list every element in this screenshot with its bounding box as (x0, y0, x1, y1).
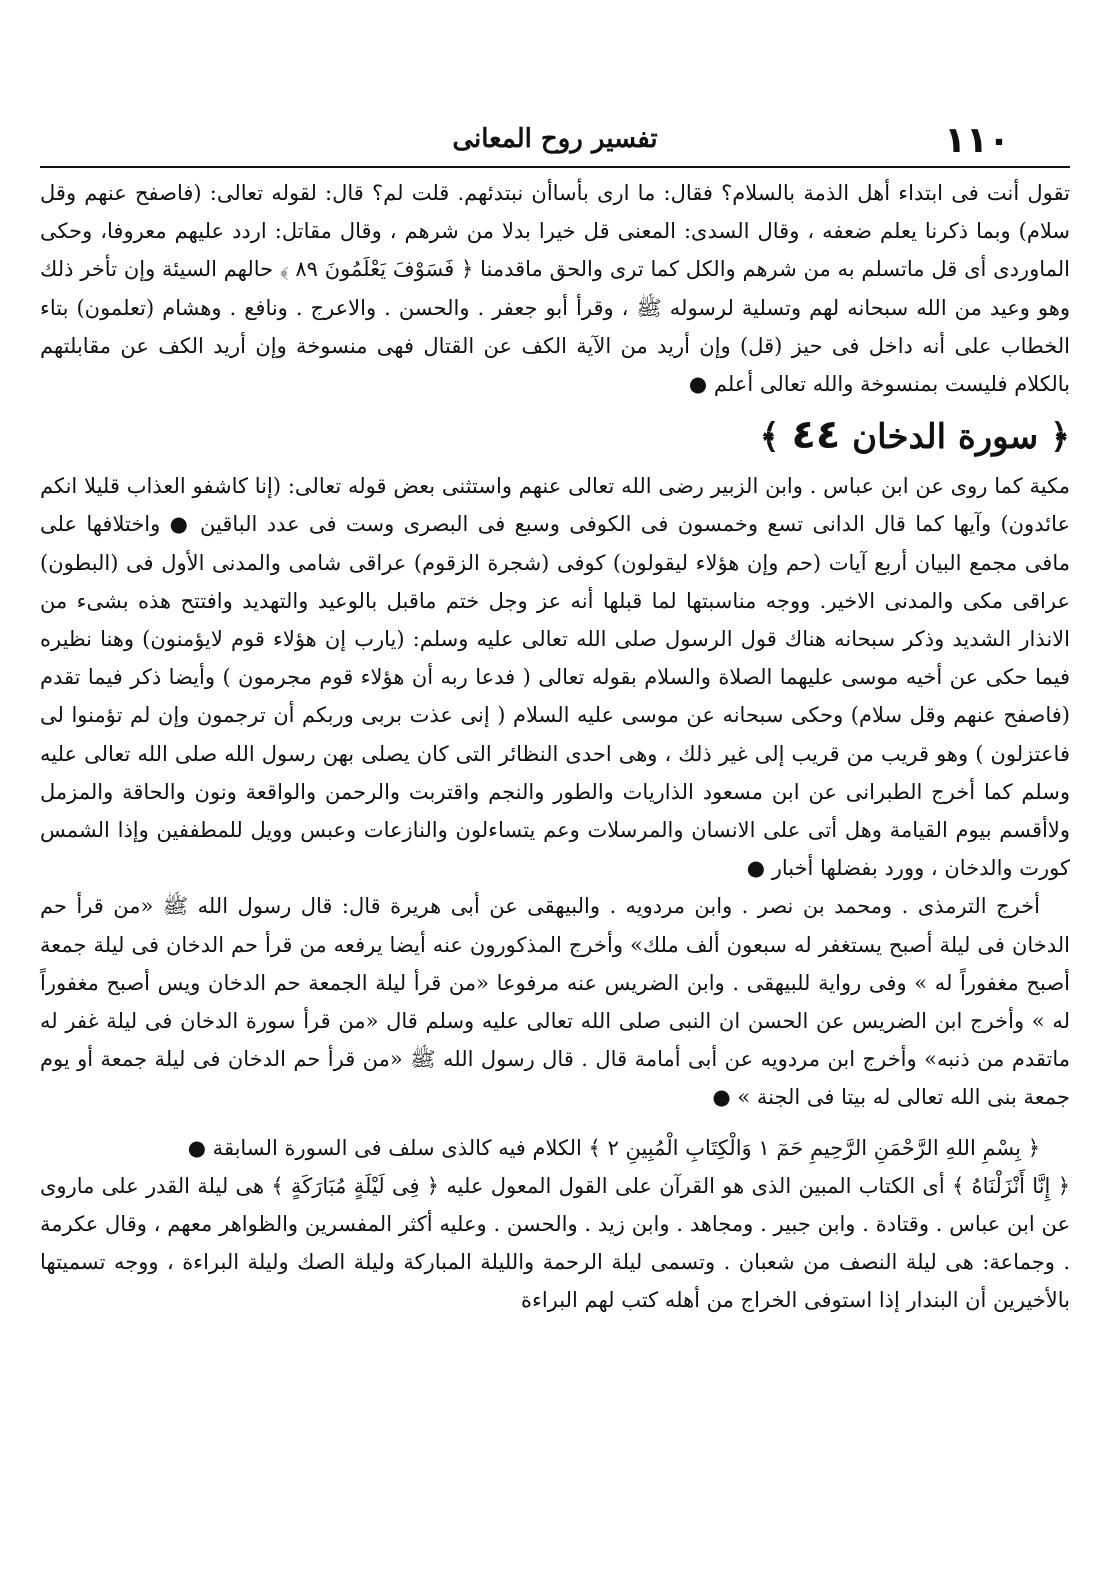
paragraph: مكية كما روى عن ابن عباس . وابن الزبير رضى الله تعالى عنهم واستثنى بعض قوله تعالى: (إنا كاشفو العذاب قليلا انكم عائدون) وآيها كما قال الدانى تسع وخمسون فى الكوفى وسبع فى البصرى وست فى عدد الباقين ● واختلافها على مافى مجمع البيان أربع آيات (حم وإن هؤلاء ليقولون) كوفى (شجرة الزقوم) عراقى شامى والمدنى الأول فى (البطون) عراقى مكى والمدنى الاخير. ووجه مناسبتها لما قبلها أنه عز وجل ختم ماقبل بالوعيد والتهديد وافتتح هذه بشىء من الانذار الشديد وذكر سبحانه هناك قول الرسول صلى الله تعالى عليه وسلم: (يارب إن هؤلاء قوم لايؤمنون) وهنا نظيره فيما حكى عن أخيه موسى عليهما الصلاة والسلام بقوله تعالى ( فدعا ربه أن هؤلاء قوم مجرمون ) وأيضا ذكر فيما تقدم (فاصفح عنهم وقل سلام) وحكى سبحانه عن موسى عليه السلام ( إنى عذت بربى وربكم أن ترجمون وإن لم تؤمنوا لى فاعتزلون ) وهو قريب من قريب إلى غير ذلك ، وهى احدى النظائر التى كان يصلى بهن رسول الله صلى الله تعالى عليه وسلم كما أخرج الطبرانى عن ابن مسعود الذاريات والطور والنجم واقتربت والرحمن والواقعة ونون والحاقة والمزمل ولاأقسم بيوم القيامة وهل أتى على الانسان والمرسلات وعم يتساءلون والنازعات وعبس وويل للمطففين وإذا الشمس كورت والدخان ، وورد بفضلها أخبار ● (40, 474, 1070, 881)
ornament-open: ﴿ (1050, 417, 1070, 458)
paragraph: أخرج الترمذى . ومحمد بن نصر . وابن مردويه . والبيهقى عن أبى هريرة قال: قال رسول الله ﷺ «من قرأ حم الدخان فى ليلة أصبح يستغفر له سبعون ألف ملك» وأخرج المذكورون عنه أيضا يرفعه من قرأ حم الدخان فى ليلة جمعة أصبح مغفوراً له » وفى رواية للبيهقى . وابن الضريس عنه مرفوعا «من قرأ ليلة الجمعة حم الدخان ويس أصبح مغفوراً له » وأخرج ابن الضريس عن الحسن ان النبى صلى الله تعالى عليه وسلم قال «من قرأ سورة الدخان فى ليلة غفر له ماتقدم من ذنبه» وأخرج ابن مردويه عن أبى أمامة قال . قال رسول الله ﷺ «من قرأ حم الدخان فى ليلة جمعة أو يوم جمعة بنى الله تعالى له بيتا فى الجنة » ● (40, 894, 1070, 1110)
page-header (40, 118, 1070, 168)
surah-name: سورة الدخان (852, 417, 1039, 458)
running-title: تفسير روح المعانى (452, 124, 658, 154)
spacer (40, 1117, 1070, 1129)
paragraph: ﴿ إِنَّا أَنْزَلْنَاهُ ﴾ أى الكتاب المبين الذى هو القرآن على القول المعول عليه ﴿ فِى لَيْلَةٍ مُبَارَكَةٍ ﴾ هى ليلة القدر على ماروى عن ابن عباس . وقتادة . وابن جبير . ومجاهد . وابن زيد . والحسن . وعليه أكثر المفسرين والظواهر معهم ، وقال عكرمة . وجماعة: هى ليلة النصف من شعبان . وتسمى ليلة الرحمة والليلة المباركة وليلة الصك وليلة البراءة ، ووجه تسميتها بالأخيرين أن البندار إذا استوفى الخراج من أهله كتب لهم البراءة (40, 1173, 1070, 1313)
surah-heading (40, 405, 1070, 467)
ornament-close: ﴾ (759, 417, 780, 458)
page-number: ١١٠ (944, 120, 1010, 161)
page (40, 118, 1070, 1320)
paragraph: ﴿ بِسْمِ اللهِ الرَّحْمَنِ الرَّحِيمِ حَمٓ ١ وَالْكِتَابِ الْمُبِينِ ٢ ﴾ الكلام فيه كالذى سلف فى السورة السابقة ● (187, 1135, 1040, 1160)
paragraph: تقول أنت فى ابتداء أهل الذمة بالسلام؟ فقال: ما ارى بأساأن نبتدئهم. قلت لم؟ قال: لقوله تعالى: (فاصفح عنهم وقل سلام) وبما ذكرنا يعلم ضعفه ، وقال السدى: المعنى قل خيرا بدلا من شرهم ، وقال مقاتل: اردد عليهم معروفا، وحكى الماوردى أى قل ماتسلم به من شرهم والكل كما ترى والحق ماقدمنا ﴿ فَسَوْفَ يَعْلَمُونَ ٨٩ ﴾ حالهم السيئة وإن تأخر ذلك وهو وعيد من الله سبحانه لهم وتسلية لرسوله ﷺ ، وقرأ أبو جعفر . والحسن . والاعرج . ونافع . وهشام (تعلمون) بتاء الخطاب على أنه داخل فى حيز (قل) وإن أريد من الآية الكف عن القتال فهى منسوخة وإن أريد الكف عن مقابلتهم بالكلام فليست بمنسوخة والله تعالى أعلم ● (40, 181, 1070, 397)
surah-number: ٤٤ (791, 412, 841, 459)
body-text (40, 174, 1070, 1320)
